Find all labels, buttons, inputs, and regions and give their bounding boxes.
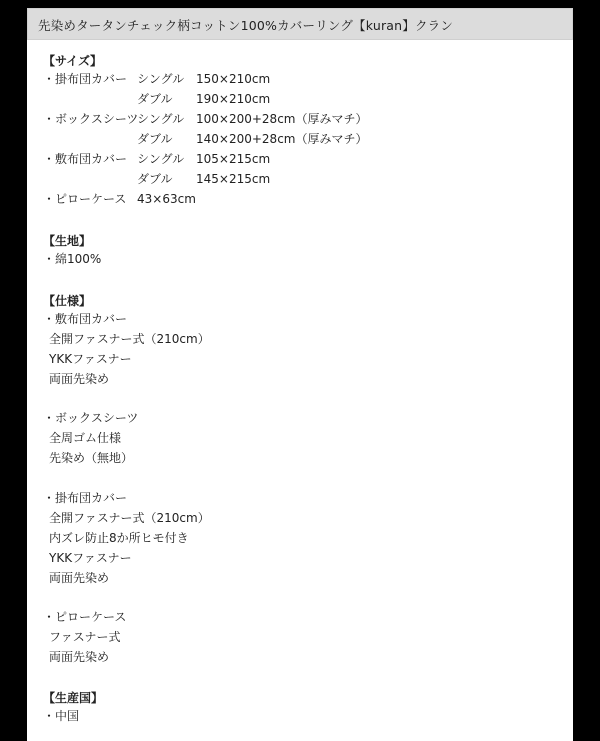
- spec-line: 全開ファスナー式（210cm）: [49, 332, 210, 346]
- size-dim: 140×200+28cm（厚みマチ）: [196, 132, 368, 146]
- spec-line: 全周ゴム仕様: [49, 431, 122, 445]
- size-item: ・掛布団カバー: [43, 72, 128, 86]
- spec-line: 先染め（無地）: [49, 451, 134, 465]
- origin-heading: 【生産国】: [43, 691, 104, 705]
- size-dim: 105×215cm: [196, 152, 271, 166]
- spec-line: ファスナー式: [49, 630, 121, 644]
- spec-heading: 【仕様】: [43, 294, 92, 308]
- fabric-heading: 【生地】: [43, 234, 92, 248]
- spec-line: 内ズレ防止8か所ヒモ付き: [49, 531, 189, 545]
- spec-line: 両面先染め: [49, 372, 110, 386]
- size-item: ・ボックスシーツ: [43, 112, 139, 126]
- spec-line: 両面先染め: [49, 650, 110, 664]
- size-dim: 190×210cm: [196, 92, 271, 106]
- spec-line: YKKファスナー: [49, 352, 132, 366]
- size-item: ・ピローケース: [43, 192, 127, 206]
- fabric-value: ・綿100%: [43, 252, 102, 266]
- spec-group-name: ・敷布団カバー: [43, 312, 128, 326]
- spec-line: 両面先染め: [49, 571, 110, 585]
- spec-line: YKKファスナー: [49, 551, 132, 565]
- size-type: シングル: [137, 72, 185, 86]
- origin-value: ・中国: [43, 709, 80, 723]
- size-heading: 【サイズ】: [43, 54, 103, 68]
- spec-line: 全開ファスナー式（210cm）: [49, 511, 210, 525]
- size-type: シングル: [137, 152, 185, 166]
- size-item: ・敷布団カバー: [43, 152, 128, 166]
- spec-panel: [27, 40, 573, 741]
- size-type: ダブル: [137, 172, 173, 186]
- size-dim: 150×210cm: [196, 72, 271, 86]
- size-dim: 100×200+28cm（厚みマチ）: [196, 112, 368, 126]
- size-dim: 145×215cm: [196, 172, 271, 186]
- size-dim: 43×63cm: [137, 192, 196, 206]
- spec-group-name: ・掛布団カバー: [43, 491, 128, 505]
- title-bar: [27, 8, 573, 40]
- size-type: シングル: [137, 112, 185, 126]
- spec-group-name: ・ピローケース: [43, 610, 127, 624]
- spec-group-name: ・ボックスシーツ: [43, 411, 139, 425]
- size-type: ダブル: [137, 132, 173, 146]
- page-title: 先染めタータンチェック柄コットン100%カバーリング【kuran】クラン: [38, 18, 454, 33]
- size-type: ダブル: [137, 92, 173, 106]
